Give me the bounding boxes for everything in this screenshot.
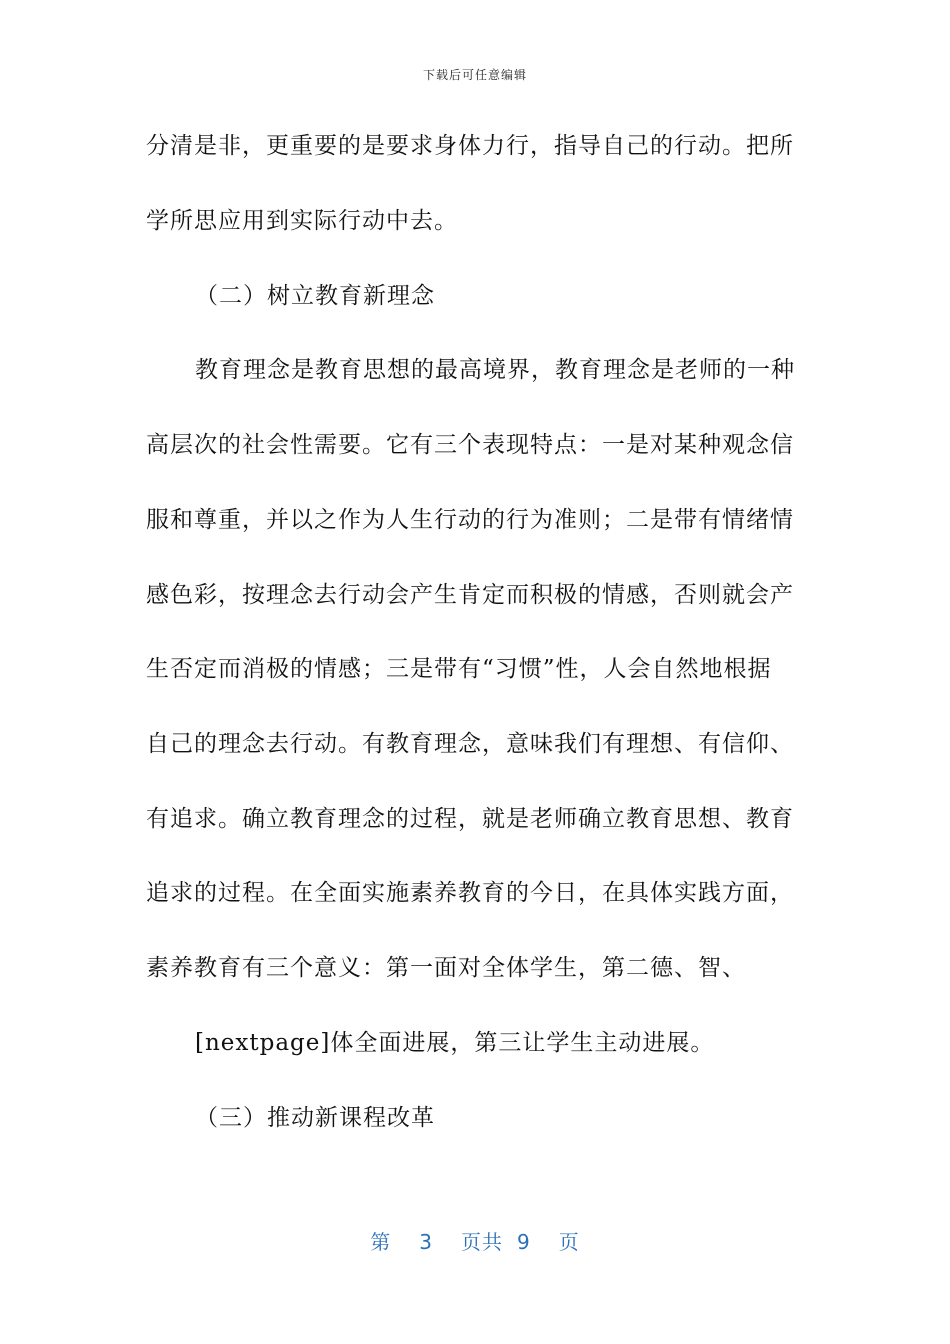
- paragraph-line: 生否定而消极的情感；三是带有“习惯”性，人会自然地根据: [146, 656, 772, 682]
- paragraph-line: 有追求。确立教育理念的过程，就是老师确立教育思想、教育: [146, 806, 794, 832]
- total-page-number: 9: [517, 1230, 531, 1254]
- paragraph-line: 自己的理念去行动。有教育理念，意味我们有理想、有信仰、: [146, 731, 794, 757]
- paragraph-line: 学所思应用到实际行动中去。: [146, 208, 458, 234]
- paragraph-line: 感色彩，按理念去行动会产生肯定而积极的情感，否则就会产: [146, 582, 794, 608]
- footer-suffix: 页: [558, 1230, 580, 1254]
- paragraph-line: 教育理念是教育思想的最高境界，教育理念是老师的一种: [195, 357, 795, 383]
- page-header: 下载后可任意编辑: [422, 68, 527, 82]
- page-footer: [0, 1226, 950, 1255]
- paragraph-line: 追求的过程。在全面实施素养教育的今日，在具体实践方面，: [146, 880, 794, 906]
- footer-prefix: 第: [370, 1230, 392, 1254]
- paragraph-line: 素养教育有三个意义：第一面对全体学生，第二德、智、: [146, 955, 746, 981]
- section-heading: （三）推动新课程改革: [195, 1105, 435, 1131]
- paragraph-line: 高层次的社会性需要。它有三个表现特点：一是对某种观念信: [146, 432, 794, 458]
- paragraph-line: 分清是非，更重要的是要求身体力行，指导自己的行动。把所: [146, 133, 794, 159]
- current-page-number: 3: [419, 1230, 433, 1254]
- paragraph-line: [nextpage]体全面进展，第三让学生主动进展。: [195, 1030, 715, 1056]
- section-heading: （二）树立教育新理念: [195, 283, 435, 309]
- footer-middle: 页共: [461, 1230, 503, 1254]
- paragraph-line: 服和尊重，并以之作为人生行动的行为准则；二是带有情绪情: [146, 507, 794, 533]
